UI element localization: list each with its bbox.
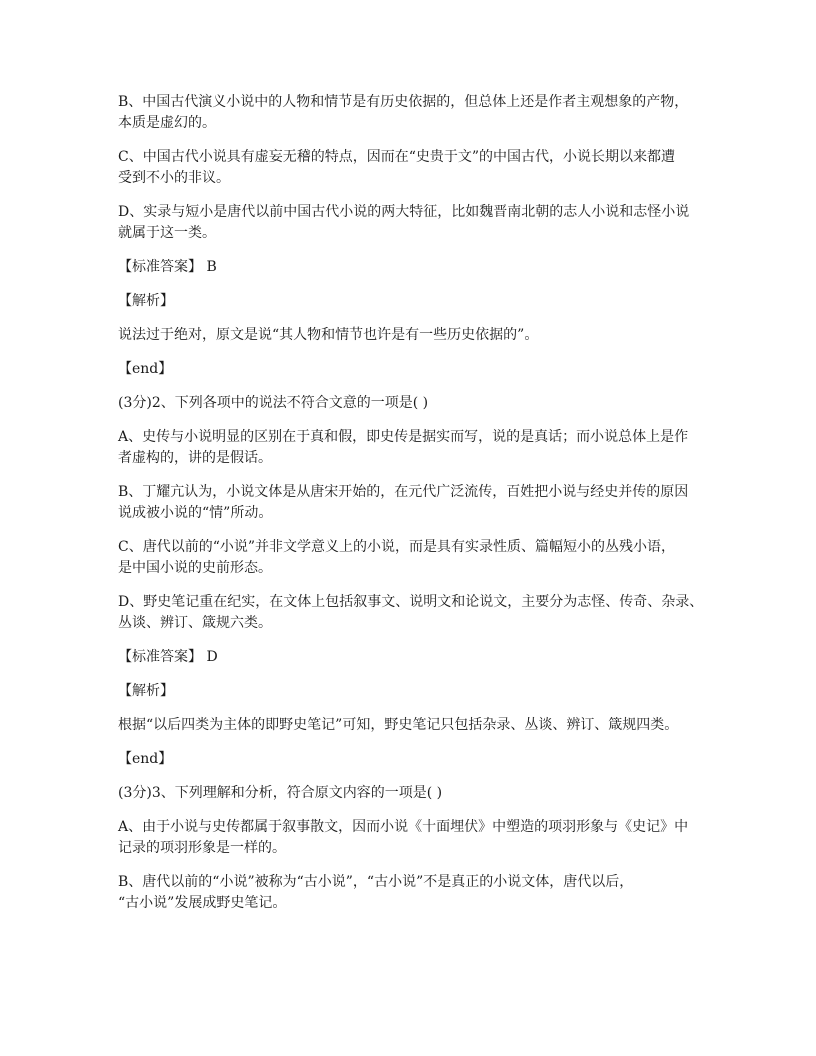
analysis-text-q1 — [118, 325, 718, 346]
text-line: D、野史笔记重在纪实，在文体上包括叙事文、说明文和论说文，主要分为志怪、传奇、杂录、 — [118, 594, 704, 610]
text-line: 记录的项羽形象是一样的。 — [118, 840, 286, 856]
text-line: C、唐代以前的“小说”并非文学意义上的小说，而是具有实录性质、篇幅短小的丛残小语， — [118, 539, 676, 555]
text-line: 丛谈、辨订、箴规六类。 — [118, 615, 272, 631]
text-line: 本质是虚幻的。 — [118, 115, 216, 131]
analysis-text-q2 — [118, 715, 718, 736]
option-b-q3 — [118, 872, 718, 914]
text-line: B、丁耀亢认为，小说文体是从唐宋开始的，在元代广泛流传，百姓把小说与经史并传的原因 — [118, 484, 689, 500]
text-line: 者虚构的，讲的是假话。 — [118, 450, 272, 466]
standard-answer-q2 — [118, 647, 718, 668]
text-line: 根据“以后四类为主体的即野史笔记”可知，野史笔记只包括杂录、丛谈、辨订、箴规四类。 — [118, 717, 679, 733]
text-line: 是中国小说的史前形态。 — [118, 560, 272, 576]
text-line: 受到不小的非议。 — [118, 170, 230, 186]
text-line: D、实录与短小是唐代以前中国古代小说的两大特征，比如魏晋南北朝的志人小说和志怪小说 — [118, 204, 690, 220]
text-line: 【end】 — [118, 361, 173, 377]
end-marker-q1 — [118, 359, 718, 380]
option-b-q2 — [118, 482, 718, 524]
text-line: 【解析】 — [118, 293, 174, 309]
standard-answer-q1 — [118, 257, 718, 278]
text-line: 【标准答案】 D — [118, 649, 218, 665]
end-marker-q2 — [118, 749, 718, 770]
text-line: 【标准答案】 B — [118, 259, 217, 275]
question-3-stem — [118, 783, 718, 804]
text-line: 说成被小说的“情”所动。 — [118, 505, 273, 521]
text-line: A、由于小说与史传都属于叙事散文，因而小说《十面埋伏》中塑造的项羽形象与《史记》中 — [118, 819, 689, 835]
option-d-q2 — [118, 592, 718, 634]
option-d-q1 — [118, 202, 718, 244]
option-c-q2 — [118, 537, 718, 579]
analysis-heading-q2 — [118, 681, 718, 702]
text-line: C、中国古代小说具有虚妄无稽的特点，因而在“史贵于文”的中国古代，小说长期以来都遭 — [118, 149, 676, 165]
option-a-q3 — [118, 817, 718, 859]
text-line: B、中国古代演义小说中的人物和情节是有历史依据的，但总体上还是作者主观想象的产物， — [118, 94, 689, 110]
option-c-q1 — [118, 147, 718, 189]
text-line: (3分)3、下列理解和分析，符合原文内容的一项是( ) — [118, 785, 443, 801]
option-b-q1 — [118, 92, 718, 134]
document-page — [118, 92, 718, 927]
text-line: B、唐代以前的“小说”被称为“古小说”，“古小说”不是真正的小说文体，唐代以后， — [118, 874, 634, 890]
text-line: 就属于这一类。 — [118, 225, 216, 241]
text-line: (3分)2、下列各项中的说法不符合文意的一项是( ) — [118, 395, 429, 411]
option-a-q2 — [118, 427, 718, 469]
text-line: 【解析】 — [118, 683, 174, 699]
analysis-heading-q1 — [118, 291, 718, 312]
text-line: A、史传与小说明显的区别在于真和假，即史传是据实而写，说的是真话；而小说总体上是作 — [118, 429, 689, 445]
text-line: 【end】 — [118, 751, 173, 767]
text-line: 说法过于绝对，原文是说“其人物和情节也许是有一些历史依据的”。 — [118, 327, 539, 343]
question-2-stem — [118, 393, 718, 414]
text-line: “古小说”发展成野史笔记。 — [118, 895, 287, 911]
